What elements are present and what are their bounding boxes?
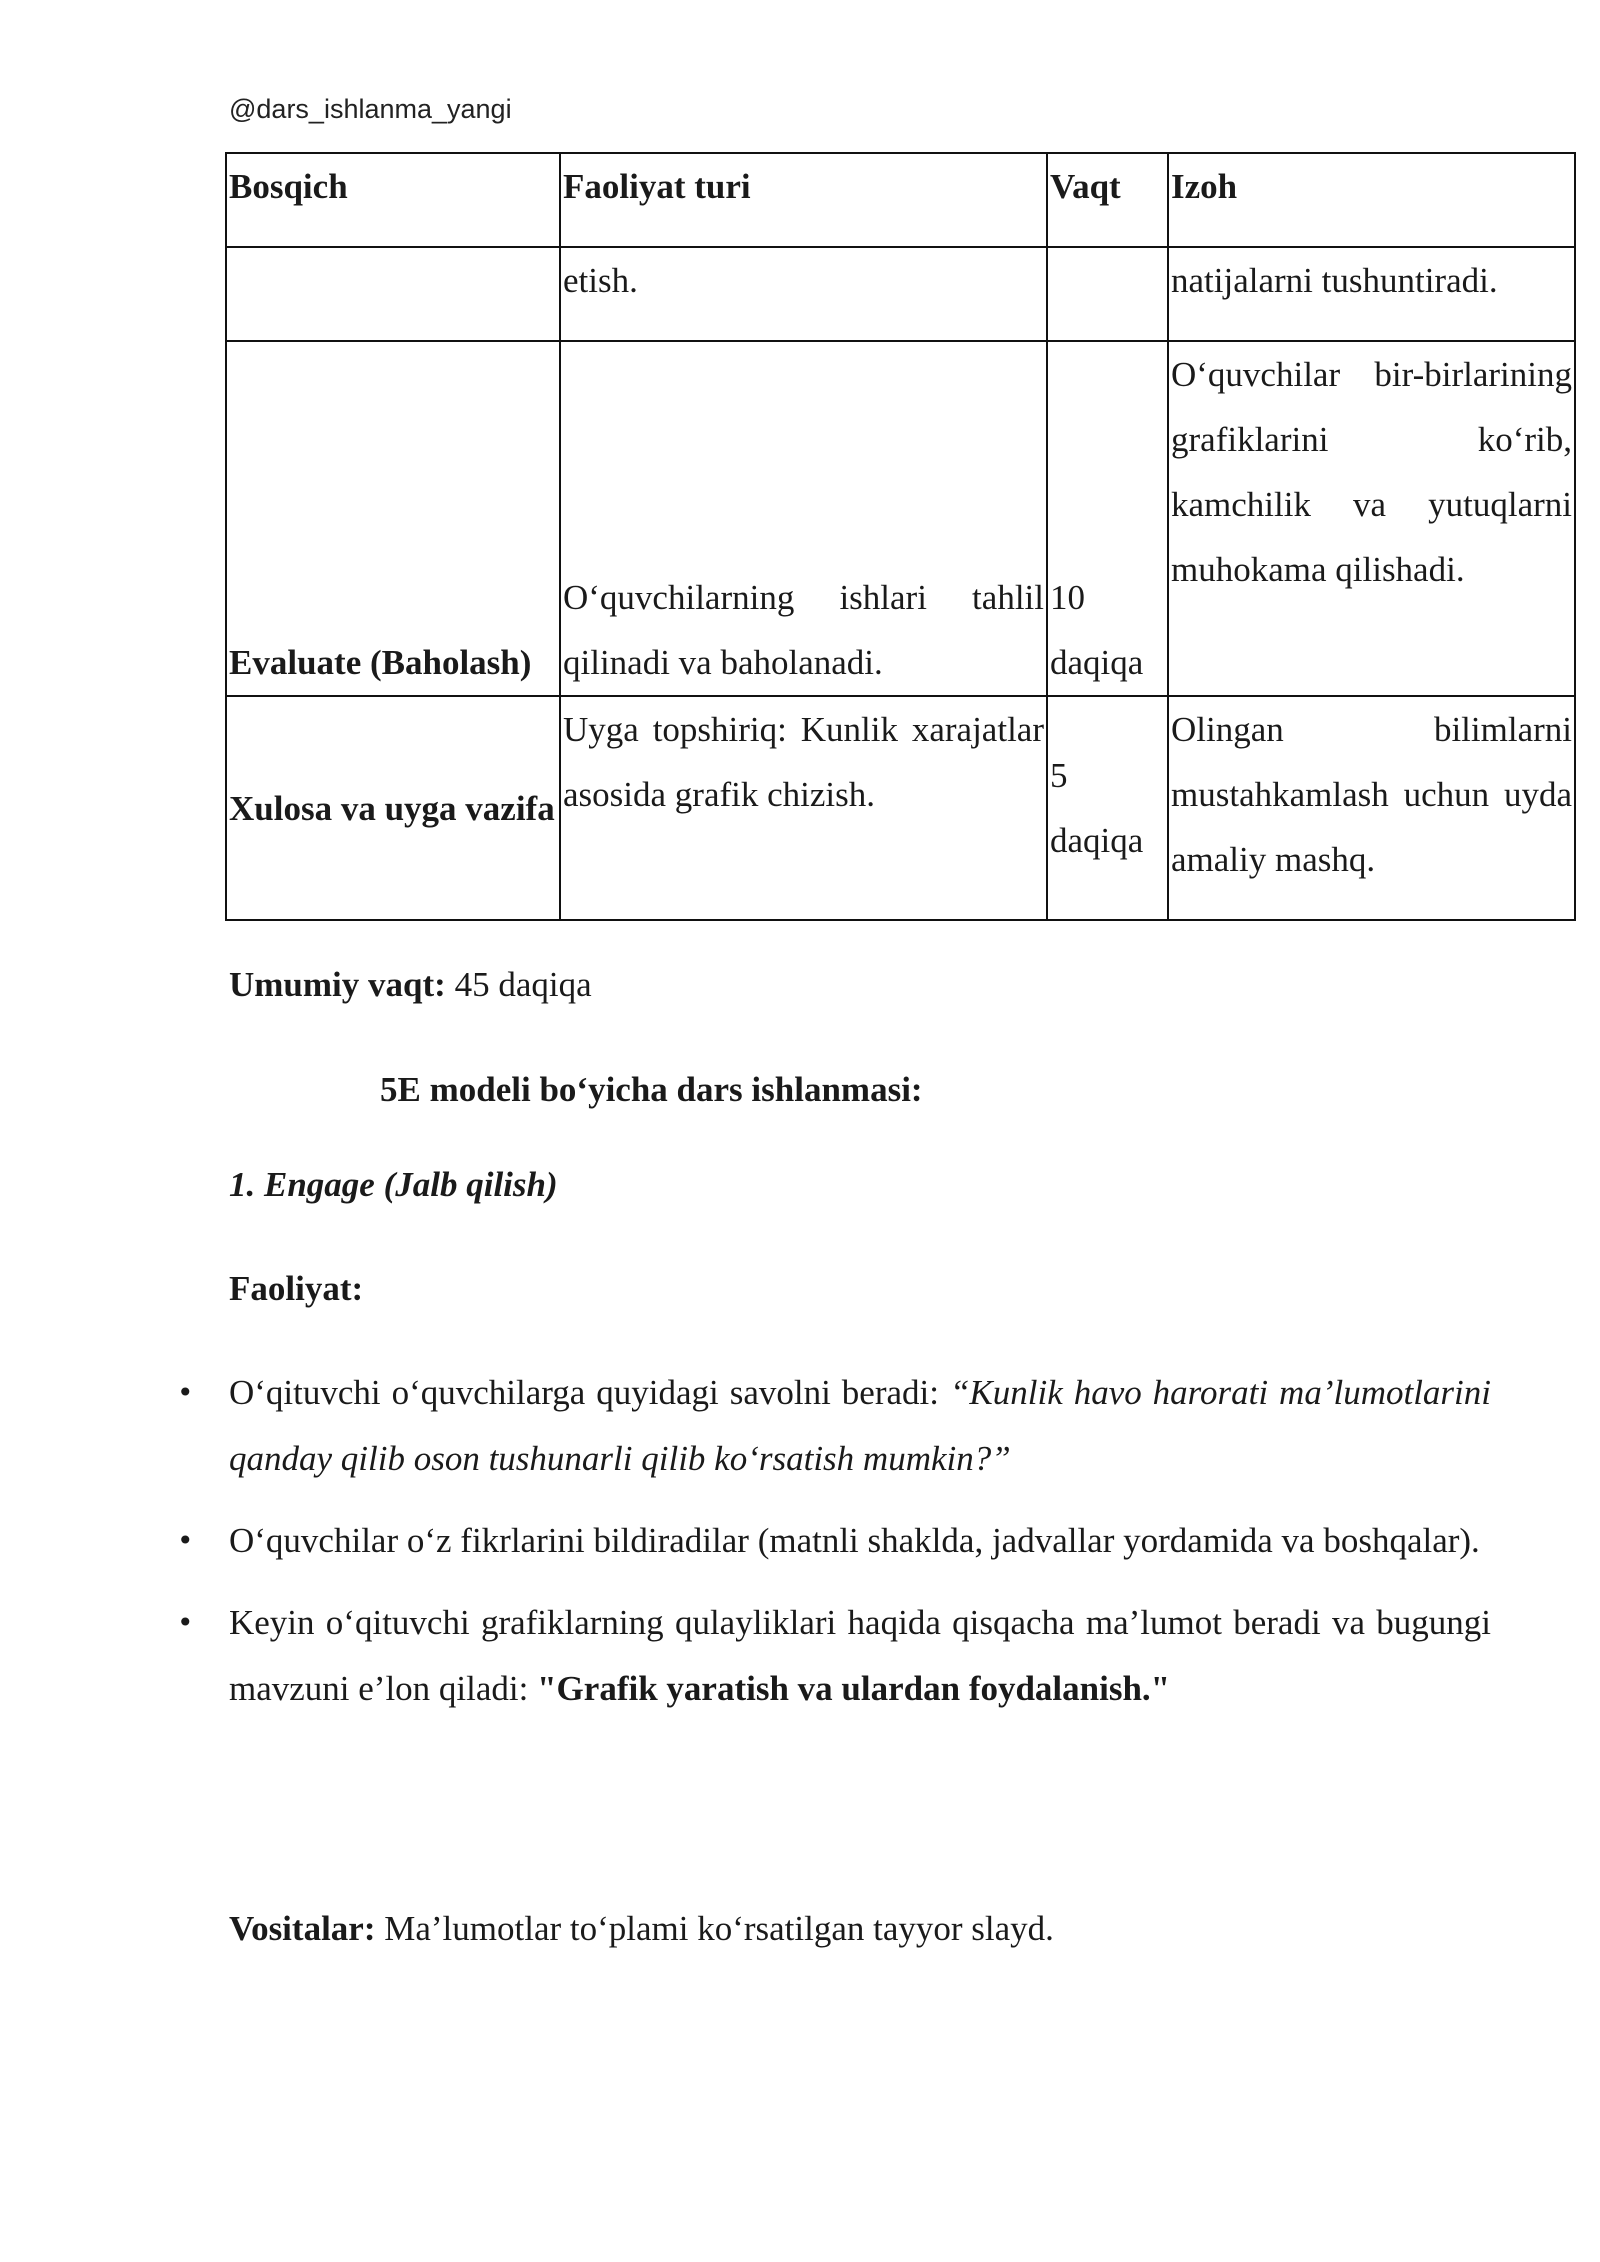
total-time-label: Umumiy vaqt: [229,965,446,1004]
cell-activity: Uyga topshiriq: Kunlik xarajatlar asosida grafik chizish. [560,696,1047,920]
header-note: Izoh [1168,153,1575,247]
cell-time: 5 daqiqa [1047,696,1168,920]
bullet-quote: “Kunlik havo harorati ma’lumotlarini qanday qilib oson tushunarli qilib ko‘rsatish mumkin?” [229,1373,1491,1478]
cell-note: O‘quvchilar bir-birlarining grafiklarini ko‘rib, kamchilik va yutuqlarni muhokama qilishadi. [1168,341,1575,696]
header-activity: Faoliyat turi [560,153,1047,247]
cell-stage [226,247,560,341]
cell-stage: Xulosa va uyga vazifa [226,696,560,920]
list-item [229,1508,1491,1574]
total-time-value: 45 daqiqa [445,965,592,1004]
topic-title: "Grafik yaratish va ulardan foydalanish." [537,1669,1171,1708]
activity-label: Faoliyat: [229,1269,364,1308]
activity-bullet-list [229,1360,1491,1738]
cell-stage: Evaluate (Baholash) [226,341,560,696]
tools-value: Ma’lumotlar to‘plami ko‘rsatilgan tayyor slayd. [375,1909,1054,1948]
header-time: Vaqt [1047,153,1168,247]
table-row [226,341,1575,696]
cell-note: Olingan bilimlarni mustahkamlash uchun uyda amaliy mashq. [1168,696,1575,920]
list-item [229,1360,1491,1492]
cell-activity: O‘quvchilarning ishlari tahlil qilinadi va baholanadi. [560,341,1047,696]
lesson-plan-table [225,152,1576,921]
watermark-handle: @dars_ishlanma_yangi [229,94,512,124]
header-stage: Bosqich [226,153,560,247]
cell-time [1047,247,1168,341]
cell-note: natijalarni tushuntiradi. [1168,247,1575,341]
bullet-text: Keyin o‘qituvchi grafiklarning qulayliklari haqida qisqacha ma’lumot beradi va bugungi mavzuni e’lon qiladi: [229,1603,1491,1708]
cell-activity: etish. [560,247,1047,341]
bullet-text: O‘quvchilar o‘z fikrlarini bildiradilar (matnli shaklda, jadvallar yordamida va boshqalar). [229,1521,1480,1560]
tools-label: Vositalar: [229,1909,376,1948]
table-row [226,247,1575,341]
bullet-text: O‘qituvchi o‘quvchilarga quyidagi savolni beradi: [229,1373,950,1412]
section-heading: 5E modeli bo‘yicha dars ishlanmasi: [380,1070,923,1109]
step-title: 1. Engage (Jalb qilish) [229,1165,558,1204]
cell-time: 10 daqiqa [1047,341,1168,696]
table-row [226,696,1575,920]
list-item [229,1590,1491,1722]
tools-line [229,1896,1491,1962]
total-time-line [229,952,1491,1018]
table-header-row [226,153,1575,247]
